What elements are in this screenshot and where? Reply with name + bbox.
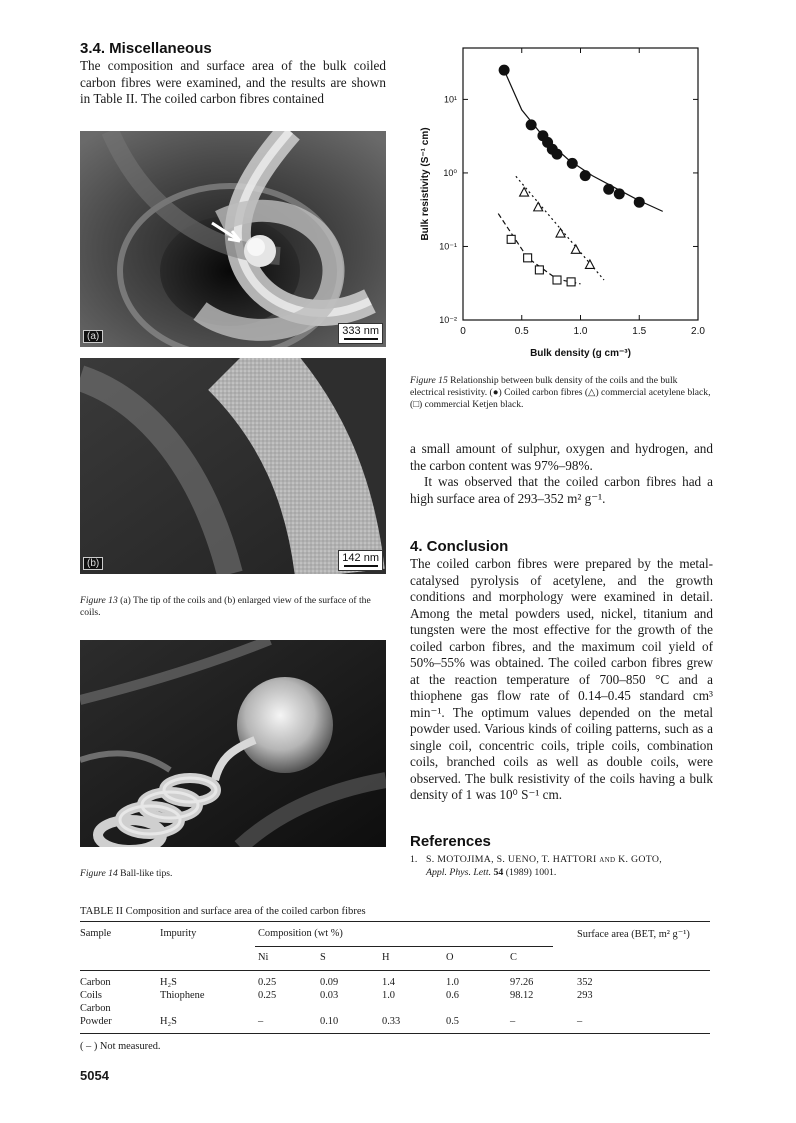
reference-item	[410, 853, 715, 879]
paragraph-text: The coiled carbon fibres were prepared by the metal-catalysed pyrolysis of acetylene, and the growth conditions and morphology were examined in detail. Among the metal powders used, nickel, titanium and tungsten were the most effective for the growth of the coiled carbon fibres, and the maximum coil yield of 50%–55% was obtained. The coiled carbon fibres grew at the reaction temperature of 700–850 °C and a thiophene gas flow rate of 0.14–0.45 standard cm³ min⁻¹. The optimum values depended on the metal powder used. Various kinds of coiling patterns, such as a single coil, concentric coils, triple coils, combination coils, branched coils as well as double coils, were observed. The bulk resistivity of the coils having a bulk density of 1 was 10⁰ S⁻¹ cm.	[410, 556, 713, 802]
cell: Coils	[80, 990, 102, 1001]
cell: 1.0	[446, 977, 459, 988]
header-impurity: Impurity	[160, 928, 197, 939]
table-2-body	[80, 977, 710, 1029]
data-point-circle	[614, 188, 625, 199]
figure-13b-image	[80, 358, 386, 574]
y-axis-label: Bulk resistivity (S⁻¹ cm)	[420, 127, 431, 241]
subheader-h: H	[382, 952, 390, 963]
cell	[160, 1003, 258, 1016]
data-point-circle	[499, 65, 510, 76]
cell: 0.03	[320, 990, 339, 1001]
paragraph-conclusion	[410, 556, 713, 804]
caption-label: Figure 13	[80, 595, 118, 606]
plot-frame	[463, 48, 698, 320]
composition-rule	[255, 946, 553, 947]
figure-14-caption	[80, 868, 380, 880]
cell: 0.25	[258, 977, 277, 988]
cell: Carbon	[80, 977, 111, 988]
x-tick-label: 0.5	[514, 326, 529, 337]
cell	[258, 1003, 320, 1016]
cell: 97.26	[510, 977, 534, 988]
cell: 0.10	[320, 1016, 339, 1027]
reference-journal: Appl. Phys. Lett.	[426, 867, 492, 878]
cell: 1.4	[382, 977, 395, 988]
cell: 0.5	[446, 1016, 459, 1027]
data-point-circle	[580, 170, 591, 181]
cell: –	[577, 1016, 583, 1027]
paragraph-text: It was observed that the coiled carbon fibres had a high surface area of 293–352 m² g⁻¹.	[410, 474, 713, 506]
panel-label-b: (b)	[83, 557, 103, 570]
x-tick-label: 1.5	[632, 326, 647, 337]
data-point-circle	[552, 149, 563, 160]
cell: 0.09	[320, 977, 339, 988]
cell	[446, 1003, 510, 1016]
cell: –	[510, 1016, 516, 1027]
data-point-triangle	[556, 229, 565, 238]
figure-14-image	[80, 640, 386, 847]
cell	[577, 1003, 710, 1016]
cell	[382, 1003, 446, 1016]
table-header-rule	[80, 970, 710, 971]
cell: H₂S	[160, 1016, 177, 1027]
figure-15-caption	[410, 375, 713, 411]
header-sample: Sample	[80, 928, 112, 939]
cell: Thiophene	[160, 990, 205, 1001]
cell	[320, 1003, 382, 1016]
x-tick-label: 1.0	[573, 326, 588, 337]
table-2-title: TABLE II Composition and surface area of the coiled carbon fibres	[80, 906, 366, 917]
y-tick-label: 10¹	[443, 94, 457, 105]
paragraph-text: a small amount of sulphur, oxygen and hydrogen, and the carbon content was 97%–98%.	[410, 441, 713, 473]
data-point-square	[567, 278, 575, 286]
x-tick-label: 2.0	[691, 326, 705, 337]
panel-label-a: (a)	[83, 330, 103, 343]
table-row	[80, 1003, 710, 1016]
subheader-ni: Ni	[258, 952, 269, 963]
reference-authors: S. MOTOJIMA, S. UENO, T. HATTORI and K. GOTO,	[426, 854, 662, 865]
figure-13-caption	[80, 595, 380, 619]
figure-13a-image	[80, 131, 386, 347]
data-point-triangle	[534, 202, 543, 211]
data-point-circle	[526, 119, 537, 130]
scale-bar-text: 142 nm	[342, 552, 379, 564]
series-1-line	[504, 70, 663, 211]
references-heading: References	[410, 833, 491, 850]
header-composition: Composition (wt %)	[258, 928, 343, 939]
figure-15-chart	[408, 40, 724, 370]
cell: 0.6	[446, 990, 459, 1001]
cell: 293	[577, 990, 593, 1001]
scale-bar-line	[344, 565, 378, 567]
header-surface-area: Surface area (BET, m² g⁻¹)	[577, 929, 690, 940]
y-tick-label: 10⁰	[443, 167, 457, 178]
caption-text: Relationship between bulk density of the coils and the bulk electrical resistivity. (●) Coiled carbon fibres (△) commercial acetylene black, (□) commercial Ketjen black.	[410, 375, 711, 410]
x-tick-label: 0	[460, 326, 466, 337]
table-top-rule	[80, 921, 710, 922]
reference-number: 1.	[410, 854, 418, 865]
y-tick-label: 10⁻²	[439, 315, 457, 325]
reference-list	[410, 853, 715, 879]
cell: 0.33	[382, 1016, 401, 1027]
cell: 98.12	[510, 990, 534, 1001]
section-heading-conclusion: 4. Conclusion	[410, 538, 509, 555]
subheader-o: O	[446, 952, 454, 963]
scale-bar-text: 333 nm	[342, 325, 379, 337]
reference-rest: (1989) 1001.	[503, 867, 557, 878]
table-row	[80, 990, 710, 1003]
cell: 352	[577, 977, 593, 988]
figure-15-svg	[408, 40, 724, 370]
data-point-triangle	[571, 245, 580, 254]
data-point-square	[535, 266, 543, 274]
cell: 0.25	[258, 990, 277, 1001]
caption-text: (a) The tip of the coils and (b) enlarged view of the surface of the coils.	[80, 595, 371, 618]
data-point-square	[553, 276, 561, 284]
data-point-circle	[567, 158, 578, 169]
caption-label: Figure 14	[80, 868, 118, 879]
paragraph-composition	[410, 441, 713, 507]
scale-bar-a	[338, 323, 383, 344]
caption-text: Ball-like tips.	[117, 868, 173, 879]
cell	[510, 1003, 577, 1016]
data-point-circle	[634, 197, 645, 208]
data-point-square	[524, 254, 532, 262]
cell: Carbon	[80, 1003, 111, 1014]
subheader-s: S	[320, 952, 326, 963]
page-number: 5054	[80, 1068, 109, 1083]
paragraph-miscellaneous	[80, 58, 386, 108]
data-point-triangle	[585, 260, 594, 269]
cell: –	[258, 1016, 264, 1027]
cell: Powder	[80, 1016, 112, 1027]
cell: H₂S	[160, 977, 177, 988]
table-2-note: ( – ) Not measured.	[80, 1041, 161, 1052]
paragraph-text: The composition and surface area of the bulk coiled carbon fibres were examined, and the results are shown in Table II. The coiled carbon fibres contained	[80, 58, 386, 106]
section-heading-miscellaneous: 3.4. Miscellaneous	[80, 40, 212, 57]
caption-label: Figure 15	[410, 375, 448, 386]
table-bottom-rule	[80, 1033, 710, 1034]
reference-volume: 54	[493, 867, 504, 878]
data-point-circle	[603, 184, 614, 195]
scale-bar-line	[344, 338, 378, 340]
x-axis-label: Bulk density (g cm⁻³)	[530, 348, 631, 359]
y-tick-label: 10⁻¹	[439, 241, 457, 252]
data-point-square	[507, 235, 515, 243]
table-row	[80, 977, 710, 990]
subheader-c: C	[510, 952, 517, 963]
scale-bar-b	[338, 550, 383, 571]
table-row	[80, 1016, 710, 1029]
cell: 1.0	[382, 990, 395, 1001]
